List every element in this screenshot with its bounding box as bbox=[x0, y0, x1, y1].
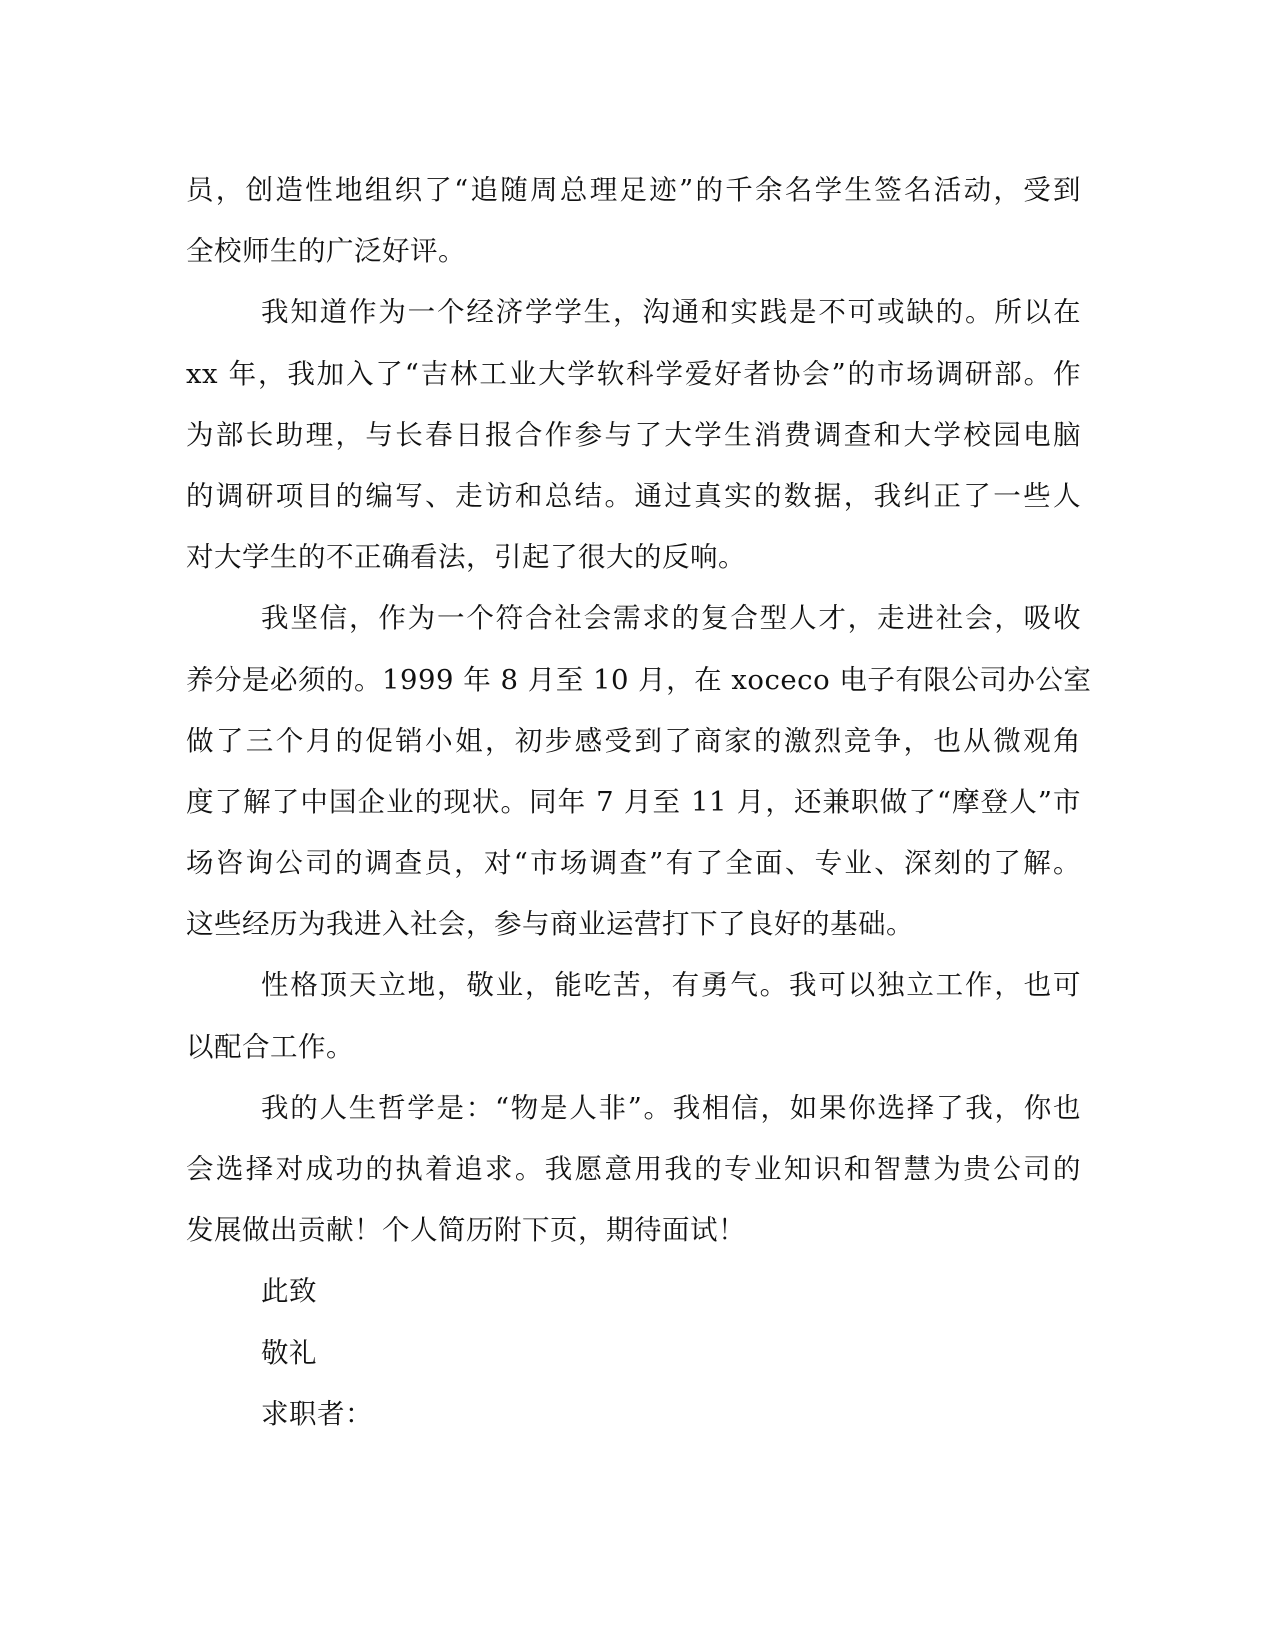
paragraph bbox=[186, 955, 1081, 1077]
paragraph bbox=[186, 282, 1081, 588]
text-line: 我知道作为一个经济学学生，沟通和实践是不可或缺的。所以在 bbox=[261, 296, 1081, 329]
letter-body bbox=[186, 160, 1092, 1445]
text-line: 为部长助理，与长春日报合作参与了大学生消费调查和大学校园电脑 bbox=[186, 418, 1081, 451]
text-line: 会选择对成功的执着追求。我愿意用我的专业知识和智慧为贵公司的 bbox=[186, 1153, 1081, 1185]
text-line: 这些经历为我进入社会，参与商业运营打下了良好的基础。 bbox=[186, 908, 914, 941]
paragraph bbox=[186, 588, 1092, 955]
text-line: 性格顶天立地，敬业，能吃苦，有勇气。我可以独立工作，也可 bbox=[261, 969, 1081, 1002]
text-line: 对大学生的不正确看法，引起了很大的反响。 bbox=[186, 541, 746, 574]
text-line: 全校师生的广泛好评。 bbox=[186, 235, 466, 268]
text-line: 度了解了中国企业的现状。同年 7 月至 11 月，还兼职做了“摩登人”市 bbox=[186, 785, 1081, 818]
text-line: xx 年，我加入了“吉林工业大学软科学爱好者协会”的市场调研部。作 bbox=[186, 357, 1081, 390]
text-line: 我的人生哲学是：“物是人非”。我相信，如果你选择了我，你也 bbox=[261, 1091, 1081, 1124]
signature-label: 求职者： bbox=[261, 1397, 373, 1430]
text-line: 以配合工作。 bbox=[186, 1030, 354, 1063]
paragraph bbox=[186, 160, 1081, 282]
text-line: 场咨询公司的调查员，对“市场调查”有了全面、专业、深刻的了解。 bbox=[186, 847, 1081, 880]
text-line: 员，创造性地组织了“追随周总理足迹”的千余名学生签名活动，受到 bbox=[186, 174, 1081, 206]
regards: 敬礼 bbox=[261, 1336, 317, 1369]
salutation: 此致 bbox=[261, 1275, 317, 1308]
paragraph bbox=[186, 1078, 1081, 1262]
text-line: 的调研项目的编写、走访和总结。通过真实的数据，我纠正了一些人 bbox=[186, 479, 1081, 512]
text-line: 做了三个月的促销小姐，初步感受到了商家的激烈竞争，也从微观角 bbox=[186, 724, 1081, 757]
text-line: 我坚信，作为一个符合社会需求的复合型人才，走进社会，吸收 bbox=[261, 602, 1081, 635]
text-line: 发展做出贡献！个人简历附下页，期待面试！ bbox=[186, 1214, 746, 1247]
letter-closing bbox=[186, 1261, 1081, 1445]
text-line: 养分是必须的。1999 年 8 月至 10 月，在 xoceco 电子有限公司办公室 bbox=[186, 663, 1092, 696]
